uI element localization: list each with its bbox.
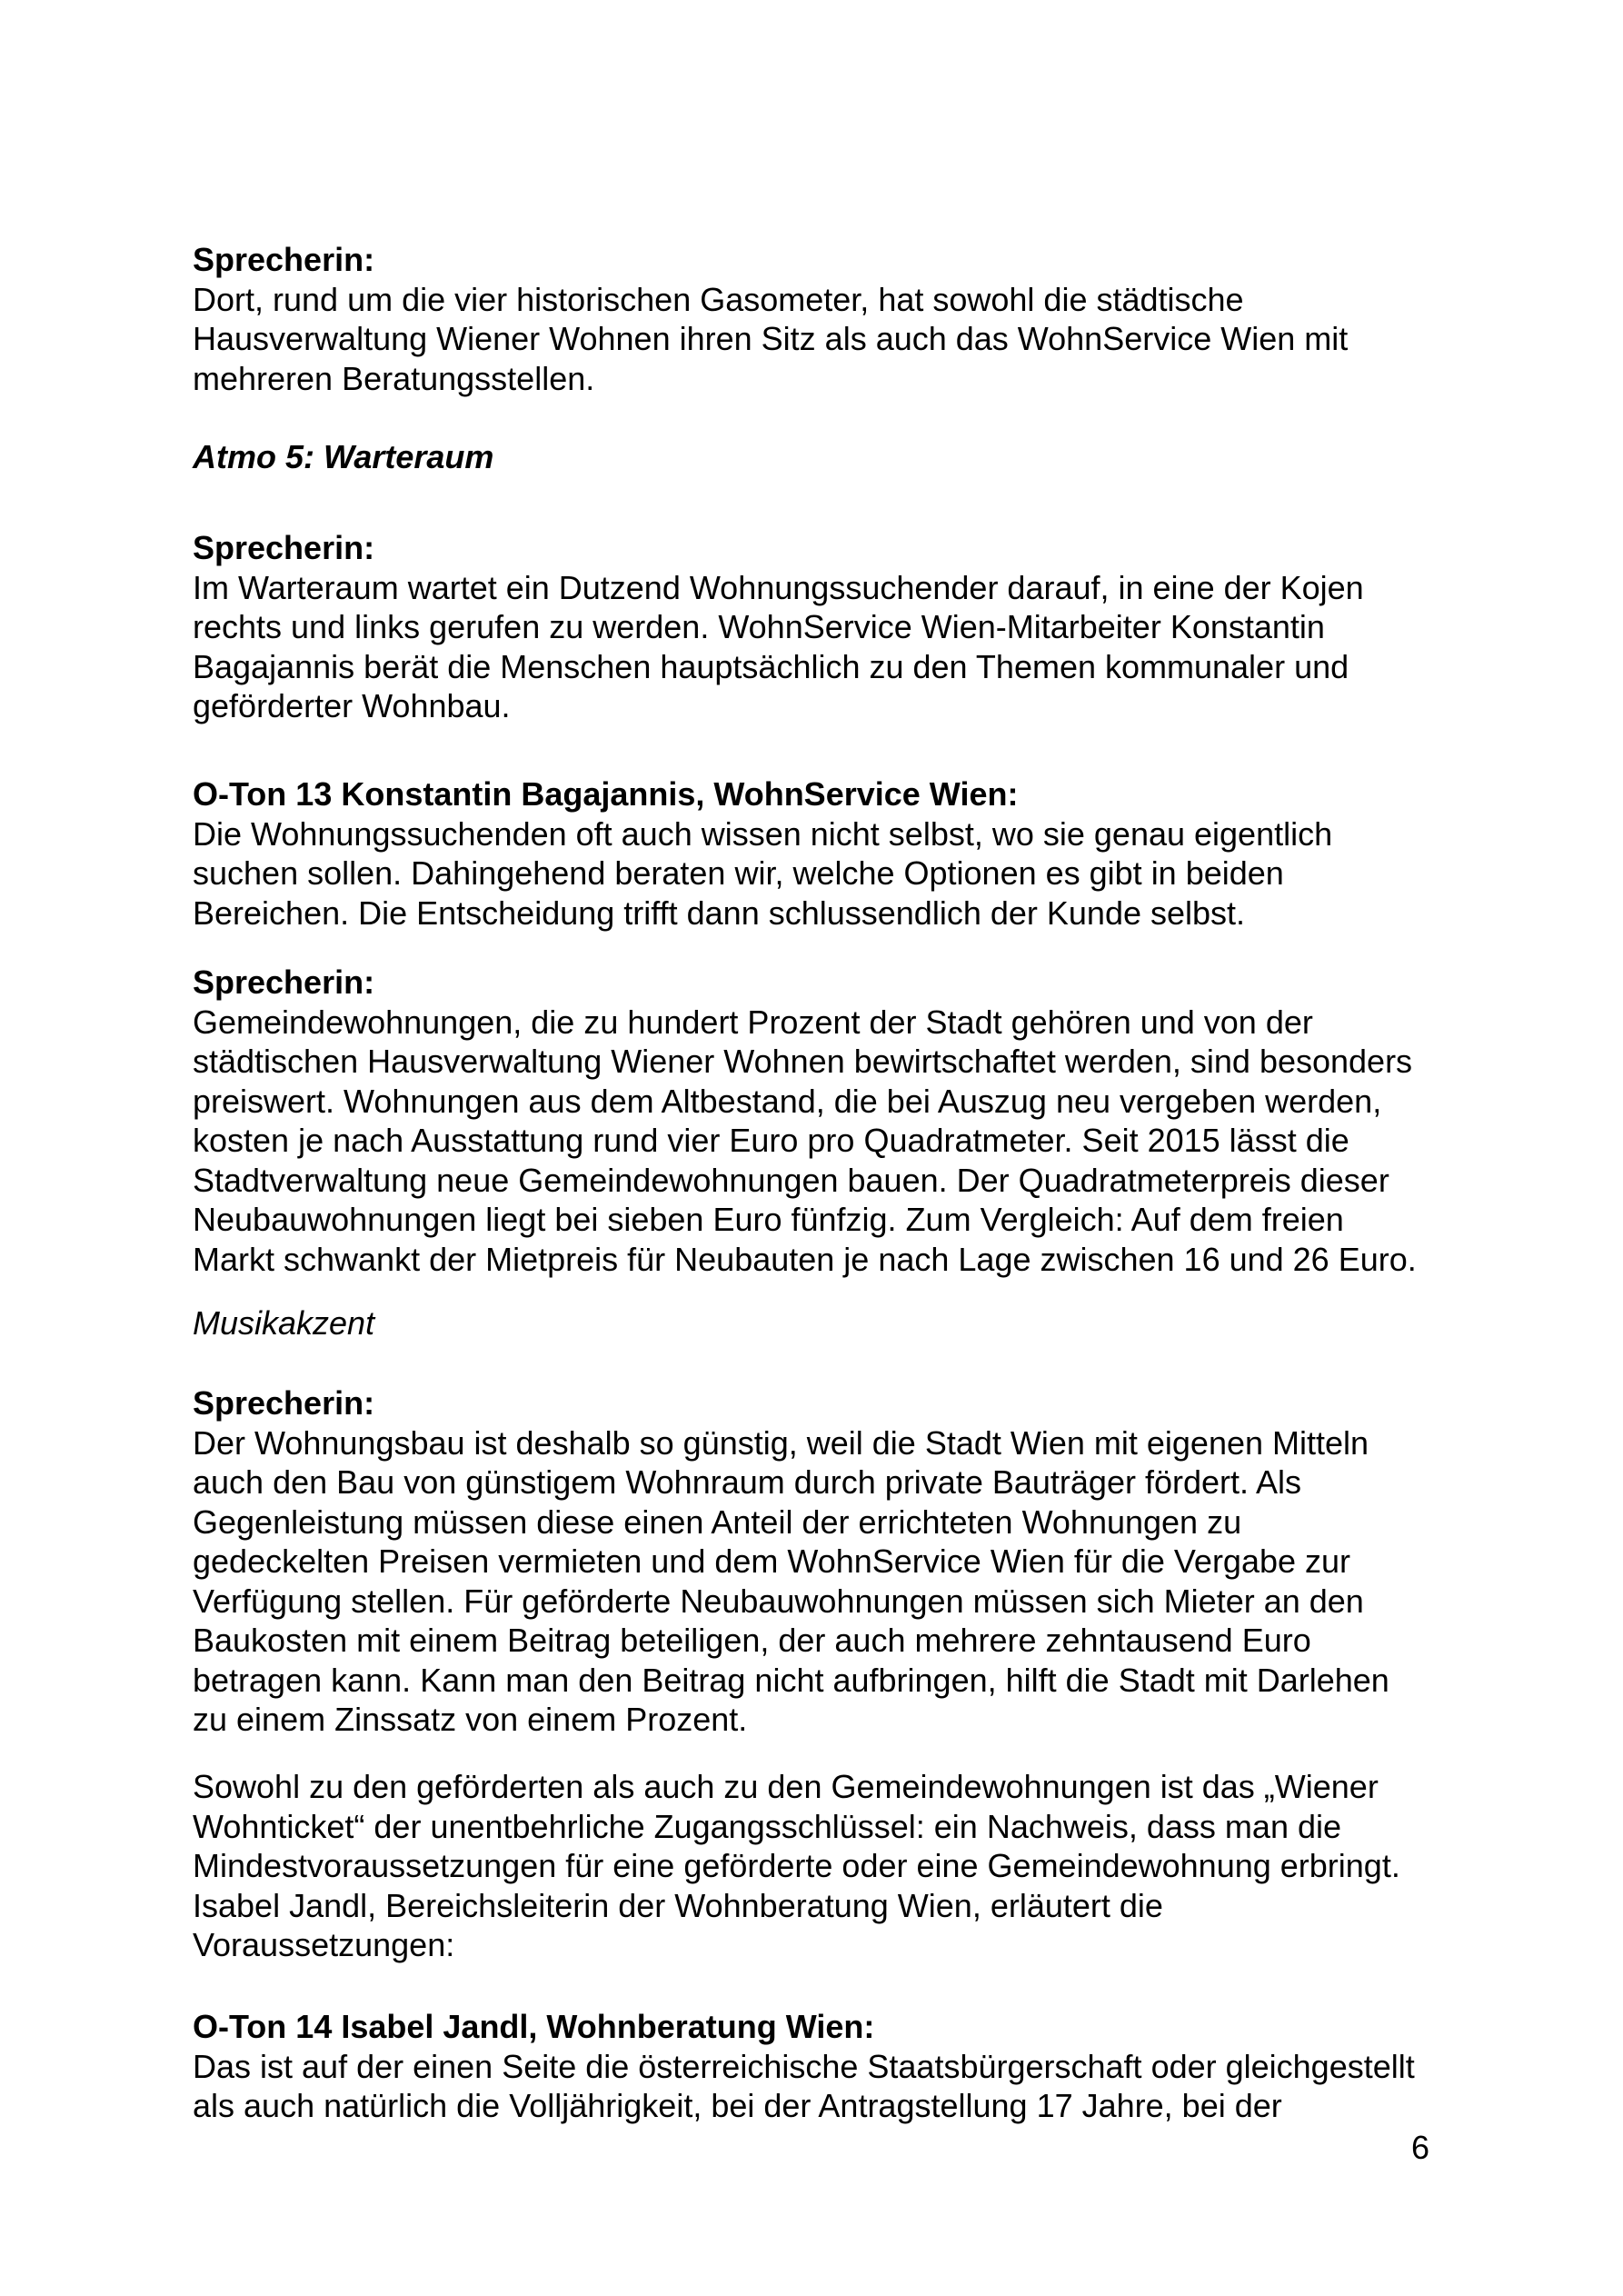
speech-block: [193, 963, 1432, 1279]
text-line: Voraussetzungen:: [193, 1926, 455, 1963]
speaker-heading: Sprecherin:: [193, 529, 375, 566]
text-line: geförderter Wohnbau.: [193, 687, 511, 724]
speech-block: [193, 2007, 1432, 2126]
text-line: Bagajannis berät die Menschen hauptsächlich zu den Themen kommunaler und: [193, 647, 1349, 685]
speech-block: [193, 528, 1432, 726]
text-line: Der Wohnungsbau ist deshalb so günstig, weil die Stadt Wien mit eigenen Mitteln: [193, 1423, 1369, 1462]
text-line: Bereichen. Die Entscheidung trifft dann schlussendlich der Kunde selbst.: [193, 893, 1246, 932]
text-line: Stadtverwaltung neue Gemeindewohnungen bauen. Der Quadratmeterpreis dieser: [193, 1161, 1389, 1199]
text-line: Dort, rund um die vier historischen Gasometer, hat sowohl die städtische: [193, 280, 1244, 318]
text-line: Gemeindewohnungen, die zu hundert Prozent der Stadt gehören und von der: [193, 1003, 1313, 1041]
text-line: Das ist auf der einen Seite die österreichische Staatsbürgerschaft oder gleichgestellt: [193, 2047, 1415, 2085]
paragraph-block: [193, 1767, 1432, 1965]
text-line: auch den Bau von günstigem Wohnraum durch private Bauträger fördert. Als: [193, 1463, 1302, 1501]
text-line: Markt schwankt der Mietpreis für Neubauten je nach Lage zwischen 16 und 26 Euro.: [193, 1240, 1417, 1278]
text-line: zu einem Zinssatz von einem Prozent.: [193, 1701, 748, 1738]
text-line: Sowohl zu den geförderten als auch zu den Gemeindewohnungen ist das „Wiener: [193, 1768, 1379, 1805]
speaker-heading: O-Ton 14 Isabel Jandl, Wohnberatung Wien:: [193, 2008, 875, 2045]
text-line: Wohnticket“ der unentbehrliche Zugangsschlüssel: ein Nachweis, dass man die: [193, 1807, 1342, 1845]
speaker-heading: Sprecherin:: [193, 963, 375, 1001]
stage-direction-block: [193, 1303, 1432, 1343]
speech-block: [193, 774, 1432, 933]
text-line: betragen kann. Kann man den Beitrag nicht aufbringen, hilft die Stadt mit Darlehen: [193, 1661, 1389, 1699]
speech-block: [193, 240, 1432, 398]
stage-direction: Musikakzent: [193, 1304, 375, 1342]
text-line: Die Wohnungssuchenden oft auch wissen nicht selbst, wo sie genau eigentlich: [193, 814, 1333, 853]
speaker-heading: O-Ton 13 Konstantin Bagajannis, WohnService Wien:: [193, 775, 1019, 813]
speaker-heading: Sprecherin:: [193, 241, 375, 278]
text-line: rechts und links gerufen zu werden. WohnService Wien-Mitarbeiter Konstantin: [193, 608, 1325, 645]
text-line: Isabel Jandl, Bereichsleiterin der Wohnberatung Wien, erläutert die: [193, 1886, 1163, 1924]
text-line: preiswert. Wohnungen aus dem Altbestand, die bei Auszug neu vergeben werden,: [193, 1082, 1382, 1120]
stage-direction-block: [193, 437, 1432, 477]
text-line: Mindestvoraussetzungen für eine geförderte oder eine Gemeindewohnung erbringt.: [193, 1847, 1400, 1884]
text-line: städtischen Hausverwaltung Wiener Wohnen bewirtschaftet werden, sind besonders: [193, 1043, 1413, 1080]
text-line: suchen sollen. Dahingehend beraten wir, welche Optionen es gibt in beiden: [193, 854, 1284, 892]
stage-direction: Atmo 5: Warteraum: [193, 438, 494, 475]
page-number: 6: [1410, 2129, 1429, 2166]
text-line: Gegenleistung müssen diese einen Anteil der errichteten Wohnungen zu: [193, 1502, 1242, 1541]
speaker-heading: Sprecherin:: [193, 1384, 375, 1422]
text-line: Im Warteraum wartet ein Dutzend Wohnungssuchender darauf, in eine der Kojen: [193, 568, 1364, 606]
text-line: Hausverwaltung Wiener Wohnen ihren Sitz als auch das WohnService Wien mit: [193, 320, 1349, 357]
text-line: mehreren Beratungsstellen.: [193, 359, 595, 397]
speech-block: [193, 1383, 1432, 1740]
text-line: gedeckelten Preisen vermieten und dem WohnService Wien für die Vergabe zur: [193, 1542, 1351, 1580]
text-line: kosten je nach Ausstattung rund vier Euro pro Quadratmeter. Seit 2015 lässt die: [193, 1122, 1349, 1159]
text-line: Baukosten mit einem Beitrag beteiligen, der auch mehrere zehntausend Euro: [193, 1622, 1311, 1659]
text-line: Neubauwohnungen liegt bei sieben Euro fünfzig. Zum Vergleich: Auf dem freien: [193, 1201, 1344, 1238]
text-line: Verfügung stellen. Für geförderte Neubauwohnungen müssen sich Mieter an den: [193, 1582, 1364, 1620]
text-line: als auch natürlich die Volljährigkeit, bei der Antragstellung 17 Jahre, bei der: [193, 2087, 1282, 2124]
